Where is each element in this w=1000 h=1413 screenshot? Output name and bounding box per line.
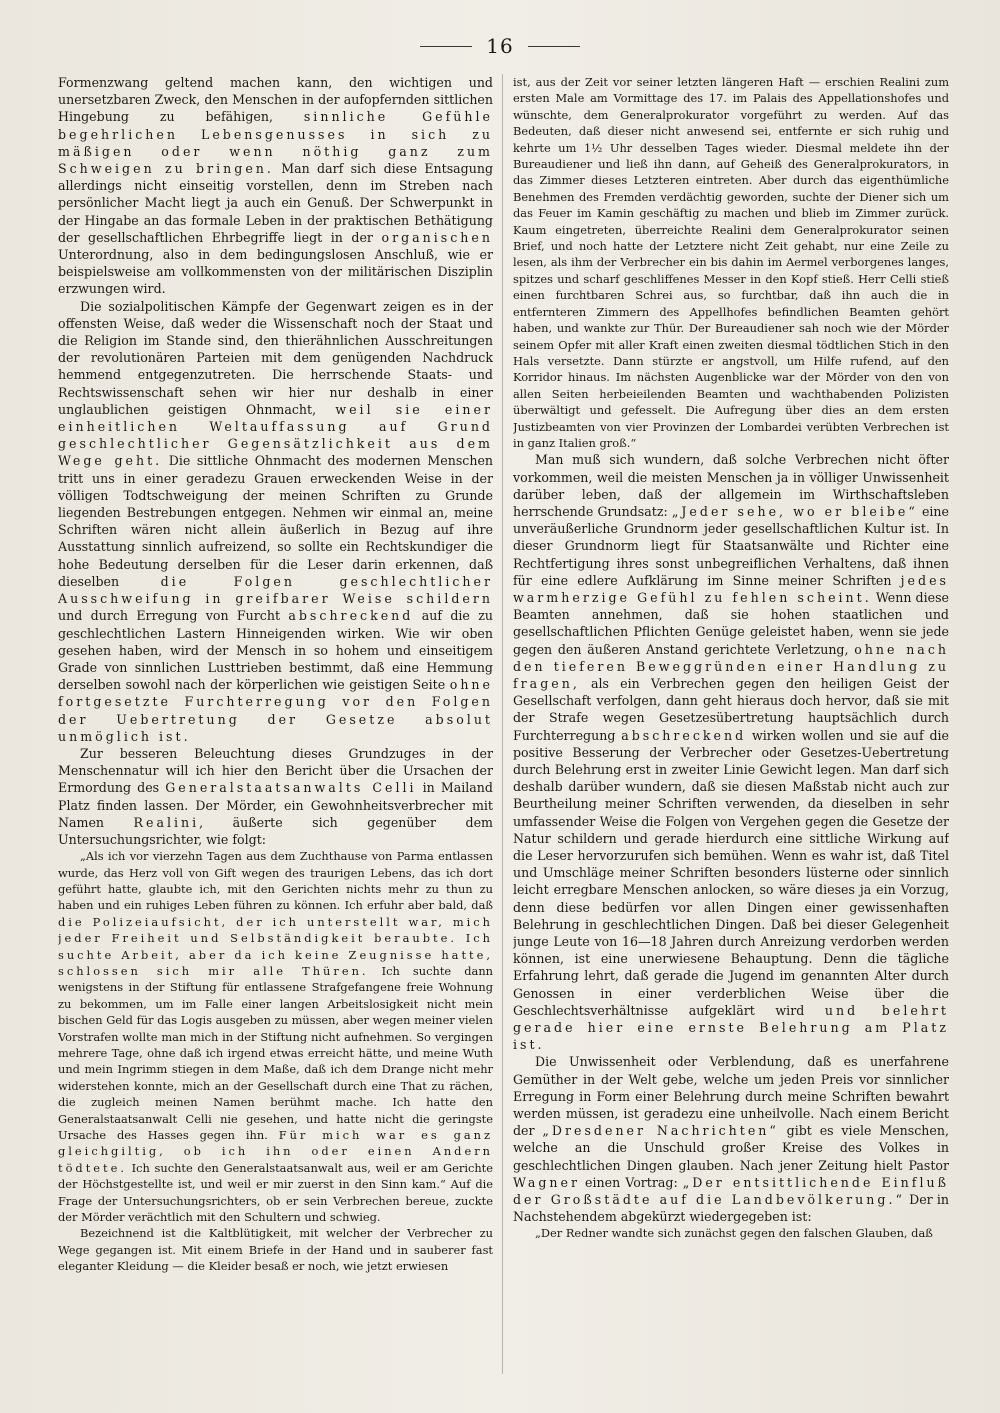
text-run: einen Vortrag: <box>580 1174 683 1190</box>
text-run: wirken wollen und sie auf die positive Besserung der Verbrecher oder Gesetzes-Uebertretung durch Belehrung erst in zweiter Linie Gewicht legen. Man darf sich deshalb darüber wundern, daß sie diesen Maßstab nicht auch zur Beurtheilung meiner Schriften verwenden, da dieselben in sehr umfassender Weise die Folgen von Vergehen gegen die Gesetze der Natur schildern und gerade hierdurch eine sittliche Wirkung auf die Leser hervorzurufen sich bemühen. Wenn es wahr ist, daß Titel und Umschläge meiner Schriften besonders lüsterne oder sinnlich leicht erregbare Menschen anlocken, so wäre dieses ja ein Vorzug, denn diese bedürfen vor allen Dingen einer gewissenhaften Belehrung in geschlechtlichen Dingen. Daß bei dieser Gelegenheit junge Leute von 16—18 Jahren durch Anreizung verdorben werden können, ist eine unerwiesene Behauptung. Denn die tägliche Erfahrung lehrt, daß gerade die Jugend im genannten Alter durch Genossen in einer verderblichen Weise über die Geschlechtsverhältnisse aufgeklärt wird <box>513 727 949 1018</box>
header-rule-right <box>528 46 580 47</box>
page-header <box>0 34 1000 58</box>
text-run: Die sittliche Ohnmacht des modernen Menschen tritt uns in einer geradezu Grauen erweckenden Weise in der völligen Todtschweigung der meinen Schriften zu Grunde liegenden Bestrebungen entgegen. Nehmen wir einmal an, meine Schriften wären nicht allein äußerlich in Bezug auf ihre Ausstattung sinnlich aufreizend, so sollte ein Rechtskundiger die hohe Bedeutung derselben für die Leser darin erkennen, daß dieselben <box>58 453 493 589</box>
paragraph <box>513 1053 949 1225</box>
spaced-text: „Der entsittlichende Einfluß der Großstädte auf die Landbevölkerung.“ <box>513 1174 949 1208</box>
spaced-text: Für mich war es ganz gleichgiltig, ob ich ihn oder einen Andern tödtete. <box>58 1128 493 1175</box>
text-run: als ein Verbrechen gegen den heiligen Geist der Gesellschaft verfolgen, dann geht hieraus doch hervor, daß sie mit der Strafe wegen Gesetzesübertretung hauptsächlich durch Furchterregung <box>513 675 949 743</box>
text-run: gibt es viele Menschen, welche an die Unschuld großer Kreise des Volkes in geschlechtlichen Dingen glauben. Nach jener Zeitung hielt Pastor <box>513 1123 949 1173</box>
text-run: eine unveräußerliche Grundnorm jeder gesellschaftlichen Kultur ist. In dieser Grundnorm liegt für Staatsanwälte und Richter eine Rechtfertigung ihres sonst unbegreiflichen Verhaltens, daß ihnen für eine edlere Aufklärung im Sinne meiner Schriften <box>513 503 949 588</box>
text-run: Formenzwang geltend machen kann, den wichtigen und unersetzbaren Zweck, den Menschen in der aufopfernden sittlichen Hingebung zu befähigen, <box>58 75 493 125</box>
text-run: Die sozialpolitischen Kämpfe der Gegenwart zeigen es in der offensten Weise, daß weder die Wissenschaft noch der Staat und die Religion im Stande sind, den thierähnlichen Ausschreitungen der revolutionären Parteien mit dem genügenden Nachdruck hemmend entgegenzutreten. Die herrschende Staats- und Rechtswissenschaft sehen wir hier nur deshalb in einer unglaublichen geistigen Ohnmacht, <box>58 298 493 417</box>
spaced-text: weil sie einer einheitlichen Weltauffassung auf Grund geschlechtlicher Gegensätzlichkeit aus dem Wege geht. <box>58 401 493 469</box>
text-run: und durch Erregung von Furcht <box>58 608 289 624</box>
paragraph <box>58 298 493 745</box>
spaced-text: jedes warmherzige Gefühl zu fehlen scheint. <box>513 572 949 605</box>
text-run: Unterordnung, also in dem bedingungslosen Anschluß, wie er beispielsweise am vollkommensten von der militärischen Disziplin erzwungen wird. <box>58 247 493 297</box>
spaced-text: Wagner <box>513 1174 581 1190</box>
right-column <box>513 74 949 1384</box>
left-column <box>58 74 493 1384</box>
header-rule-left <box>420 46 472 47</box>
text-run: in Mailand Platz finden lassen. Der Mörder, ein Gewohnheitsverbrecher mit Namen <box>58 780 493 830</box>
spaced-text: die Folgen geschlechtlicher Ausschweifung in greifbarer Weise schildern <box>58 573 493 607</box>
quoted-paragraph: Bezeichnend ist die Kaltblütigkeit, mit welcher der Verbrecher zu Wege gegangen ist. Mit einem Briefe in der Hand und in sauberer fast eleganter Kleidung — die Kleider besaß er noch, wie jetzt erwiesen <box>58 1226 493 1274</box>
spaced-text: die Polizeiaufsicht, der ich unterstellt war, mich jeder Freiheit und Selbständigkeit beraubte. Ich suchte Arbeit, aber da ich keine Zeugnisse hatte, schlossen sich mir alle Thüren. <box>58 914 493 978</box>
spaced-text: sinnliche Gefühle begehrlichen Lebensgenusses in sich zu mäßigen oder wenn nöthig ganz zum Schweigen zu bringen. <box>58 109 493 177</box>
spaced-text: Realini <box>133 814 200 830</box>
spaced-text: Generalstaatsanwalts Celli <box>165 780 417 796</box>
spaced-text: „Jeder sehe, wo er bleibe“ <box>671 503 918 519</box>
paragraph <box>58 74 493 298</box>
text-run: Die Unwissenheit oder Verblendung, daß es unerfahrene Gemüther in der Welt gebe, welche um jeden Preis vor sinnlicher Erregung in Form einer Belehrung durch meine Schriften bewahrt werden müssen, ist geradezu eine unheilvolle. Nach einem Bericht der <box>513 1054 949 1139</box>
text-run: „Als ich vor vierzehn Tagen aus dem Zuchthause von Parma entlassen wurde, das Herz voll von Gift wegen des traurigen Lebens, das ich dort geführt hatte, glaubte ich, mit den Gerichten nichts mehr zu thun zu haben und ein ruhiges Leben führen zu können. Ich erfuhr aber bald, daß <box>58 849 493 913</box>
text-run: Wenn diese Beamten annehmen, daß sie hohen staatlichen und gesellschaftlichen Pflichten Genüge geleistet haben, wenn sie jede gegen den äußeren Anstand gerichtete Verletzung, <box>513 589 949 657</box>
spaced-text: und belehrt gerade hier eine ernste Belehrung am Platz ist. <box>513 1002 949 1053</box>
quoted-paragraph: „Der Redner wandte sich zunächst gegen den falschen Glauben, daß <box>535 1226 933 1241</box>
paragraph <box>513 451 949 1053</box>
column-divider <box>502 74 503 1374</box>
text-run: Ich suchte den Generalstaatsanwalt aus, weil er am Gerichte der Höchstgestellte ist, und weil er mir zuerst in den Sinn kam.“ Auf die Frage der Untersuchungsrichters, ob er sein Verbrechen bereue, zuckte der Mörder verächtlich mit den Schultern und schwieg. <box>58 1160 493 1225</box>
spaced-text: „Dresdener Nachrichten“ <box>542 1123 779 1139</box>
spaced-text: ohne nach den tieferen Beweggründen einer Handlung zu fragen, <box>513 641 949 691</box>
text-run: Ich suchte dann wenigstens in der Stiftung für entlassene Strafgefangene freie Wohnung zu bekommen, um im Falle einer langen Arbeitslosigkeit nicht mein bischen Geld für das Logis ausgeben zu müssen, aber wegen meiner vielen Vorstrafen wollte man mich in der Stiftung nicht aufnehmen. So vergingen mehrere Tage, ohne daß ich irgend etwas erreicht hätte, und meine Wuth und mein Ingrimm stiegen in dem Maße, daß ich dem Drange nicht mehr widerstehen konnte, mich an der Gesellschaft durch eine That zu rächen, die zugleich meinen Namen berühmt mache. Ich hatte den Generalstaatsanwalt Celli nie gesehen, und hatte nicht die geringste Ursache des Hasses gegen ihn. <box>58 963 493 1143</box>
text-run: Der in Nachstehendem abgekürzt wiedergegeben ist: <box>513 1192 949 1225</box>
spaced-text: abschreckend <box>621 727 747 743</box>
spaced-text: ohne fortgesetzte Furchterregung vor den Folgen der Uebertretung der Gesetze absolut unmöglich ist. <box>58 677 493 744</box>
paragraph <box>58 745 493 848</box>
spaced-text: organischen <box>381 229 493 245</box>
quoted-paragraph: ist, aus der Zeit vor seiner letzten längeren Haft — erschien Realini zum ersten Male am Vormittage des 17. im Palais des Appellationshofes und wünschte, dem Generalprokurator vorgeführt zu werden. Auf das Bedeuten, daß dieser nicht anwesend sei, entfernte er sich ruhig und kehrte um 1½ Uhr desselben Tages wieder. Diesmal meldete ihn der Bureaudiener und ließ ihn dann, auf Geheiß des Generalprokurators, in das Zimmer dieses Letzteren eintreten. Aber durch das eigenthümliche Benehmen des Fremden verdächtig geworden, suchte der Diener sich um das Feuer im Kamin geschäftig zu machen und blieb im Zimmer zurück. Kaum eingetreten, überreichte Realini dem Generalprokurator seinen Brief, und noch hatte der Letztere nicht Zeit gehabt, nur eine Zeile zu lesen, als ihm der Verbrecher ein bis dahin im Aermel verborgenes langes, spitzes und scharf geschliffenes Messer in den Kopf stieß. Herr Celli stieß einen furchtbaren Schrei aus, so furchtbar, daß ihn auch die in entfernteren Zimmern des Appellhofes befindlichen Beamten gehört haben, und wankte zur Thür. Der Bureaudiener sah noch wie der Mörder seinem Opfer mit aller Kraft einen zweiten diesmal tödtlichen Stich in den Hals versetzte. Dann stürzte er angstvoll, um Hilfe rufend, auf den Korridor hinaus. Im nächsten Augenblicke war der Mörder von den von allen Seiten herbeieilenden Beamten und wachthabenden Polizisten überwältigt und gefesselt. Die Aufregung über dies an dem ersten Justizbeamten von vier Provinzen der Lombardei verübten Verbrechen ist in ganz Italien groß.“ <box>513 75 949 450</box>
text-run: Zur besseren Beleuchtung dieses Grundzuges in der Menschennatur will ich hier den Bericht über die Ursachen der Ermordung des <box>58 745 493 796</box>
text-run: auf die zu geschlechtlichen Lastern Hinneigenden wirken. Wie wir oben gesehen haben, wird der Mensch in so hohem und einseitigem Grade von sinnlichen Lusttrieben bestimmt, daß eine Hemmung derselben sowohl nach der körperlichen wie geistigen Seite <box>58 608 493 693</box>
spaced-text: abschreckend <box>288 608 414 624</box>
page-number: 16 <box>486 34 514 58</box>
quoted-paragraph <box>58 848 493 1225</box>
text-run: Man darf sich diese Entsagung allerdings nicht einseitig vorstellen, denn im Streben nach persönlicher Macht liegt ja auch ein Genuß. Der Schwerpunkt in der Hingabe an das formale Leben in der praktischen Bethätigung der gesellschaftlichen Ehrbegriffe liegt in der <box>58 161 493 245</box>
text-run: , äußerte sich gegenüber dem Untersuchungsrichter, wie folgt: <box>58 814 493 847</box>
text-run: Man muß sich wundern, daß solche Verbrechen nicht öfter vorkommen, weil die meisten Menschen ja in völliger Unwissenheit darüber leben, daß der allgemein im Wirthschaftsleben herrschende Grundsatz: <box>513 452 949 519</box>
